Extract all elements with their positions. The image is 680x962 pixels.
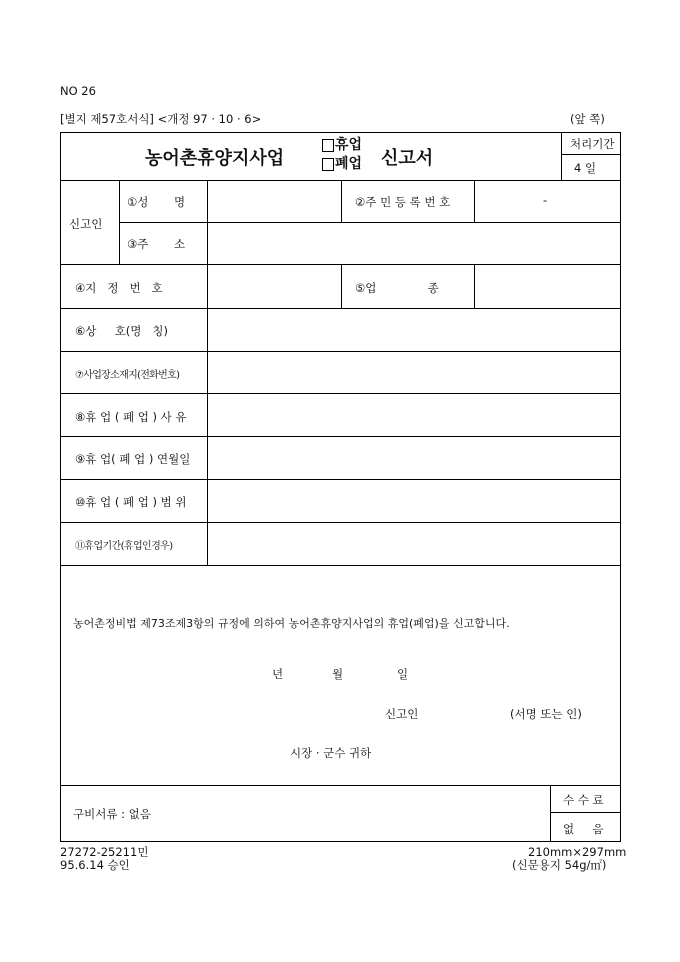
period-field[interactable] <box>209 524 617 563</box>
designation-number-field[interactable] <box>209 266 339 306</box>
form-reference: [별지 제57호서식] <개정 97 · 10 · 6> <box>60 112 262 126</box>
name-field[interactable] <box>209 182 339 220</box>
option-closure[interactable]: 폐업 <box>322 155 362 174</box>
signature-label: (서명 또는 인) <box>510 707 582 721</box>
trade-name-field[interactable] <box>209 310 617 349</box>
trade-name-label: ⑥상 호(명 칭) <box>75 324 168 338</box>
checkbox-suspension[interactable] <box>322 139 334 152</box>
paper-type: (신문용지 54g/㎡) <box>512 858 607 872</box>
reason-field[interactable] <box>209 395 617 434</box>
document-number: NO 26 <box>60 84 96 98</box>
address-field[interactable] <box>209 224 617 262</box>
date-field[interactable] <box>209 438 617 477</box>
processing-period-value: 4 일 <box>574 161 597 175</box>
day-label: 일 <box>397 667 409 681</box>
form-code: 27272-25211민 <box>60 845 149 859</box>
year-label: 년 <box>272 667 284 681</box>
scope-label: ⑩휴 업 ( 폐 업 ) 범 위 <box>75 495 187 509</box>
declarant-label: 신고인 <box>385 707 419 721</box>
reason-label: ⑧휴 업 ( 폐 업 ) 사 유 <box>75 410 187 424</box>
business-status-options <box>322 136 362 174</box>
address-label: ③주 소 <box>127 237 186 251</box>
scope-field[interactable] <box>209 481 617 520</box>
paper-size: 210mm×297mm <box>528 845 627 859</box>
addressee: 시장 · 군수 귀하 <box>290 746 372 760</box>
business-type-field[interactable] <box>476 266 618 306</box>
resident-number-label: ②주 민 등 록 번 호 <box>355 195 451 209</box>
designation-number-label: ④지 정 번 호 <box>75 281 163 295</box>
applicant-label: 신고인 <box>69 217 103 231</box>
fee-label: 수 수 료 <box>563 793 604 807</box>
location-label: ⑦사업장소재지(전화번호) <box>75 370 180 381</box>
month-label: 월 <box>332 667 344 681</box>
option-suspension[interactable]: 휴업 <box>322 136 362 155</box>
fee-value: 없 음 <box>563 822 604 836</box>
checkbox-closure[interactable] <box>322 158 334 171</box>
resident-number-value[interactable]: - <box>543 193 548 207</box>
processing-period-label: 처리기간 <box>570 137 615 151</box>
period-label: ⑪휴업기간(휴업인경우) <box>75 541 173 552</box>
form-title-suffix: 신고서 <box>381 148 434 169</box>
side-label: (앞 쪽) <box>570 112 605 126</box>
approval-date: 95.6.14 승인 <box>60 858 130 872</box>
form-title: 농어촌휴양지사업 <box>145 148 285 169</box>
location-field[interactable] <box>209 353 617 391</box>
declaration-statement: 농어촌정비법 제73조제3항의 규정에 의하여 농어촌휴양지사업의 휴업(폐업)을 신고합니다. <box>73 617 510 630</box>
name-label: ①성 명 <box>127 195 186 209</box>
required-documents: 구비서류 : 없음 <box>73 807 151 821</box>
business-type-label: ⑤업 종 <box>355 281 439 295</box>
date-label: ⑨휴 업( 폐 업 ) 연월일 <box>75 452 191 466</box>
